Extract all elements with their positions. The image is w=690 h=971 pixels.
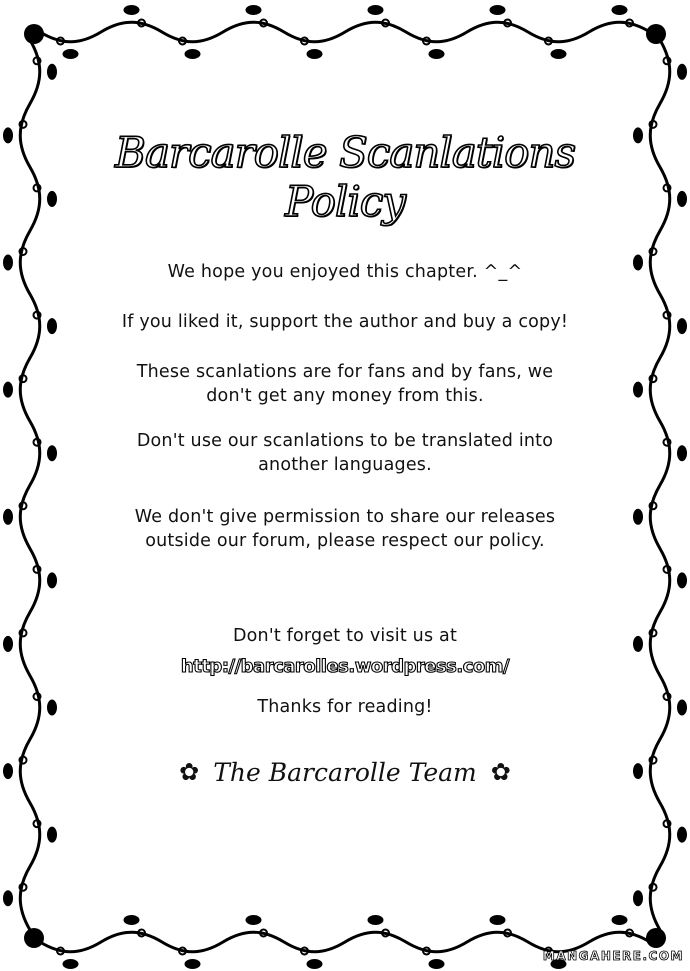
vine-leaf bbox=[47, 445, 57, 461]
vine-leaf bbox=[246, 5, 262, 15]
policy-line-1: We hope you enjoyed this chapter. ^_^ bbox=[167, 262, 523, 282]
vine-leaf bbox=[429, 49, 445, 59]
vine-leaf bbox=[63, 49, 79, 59]
vine-leaf bbox=[677, 191, 687, 207]
policy-line-2: If you liked it, support the author and buy a copy! bbox=[121, 312, 569, 332]
page-title: Barcarolle Scanlations Policy bbox=[114, 128, 576, 226]
thanks-text: Thanks for reading! bbox=[257, 697, 433, 717]
vine-leaf bbox=[3, 382, 13, 398]
vine-leaf bbox=[3, 890, 13, 906]
policy-line-4a: Don't use our scanlations to be translated into bbox=[136, 431, 554, 451]
vine-leaf bbox=[368, 5, 384, 15]
vine-leaf bbox=[633, 509, 643, 525]
vine-leaf bbox=[677, 445, 687, 461]
vine-leaf bbox=[633, 255, 643, 271]
vine-leaf bbox=[677, 700, 687, 716]
vine-leaf bbox=[185, 959, 201, 969]
vine-leaf bbox=[124, 5, 140, 15]
vine-leaf bbox=[47, 318, 57, 334]
vine-leaf bbox=[47, 827, 57, 843]
vine-stem bbox=[40, 22, 650, 42]
vine-leaf bbox=[3, 255, 13, 271]
watermark: MANGAHERE.COM bbox=[542, 949, 684, 963]
vine-leaf bbox=[677, 318, 687, 334]
vine-leaf bbox=[47, 700, 57, 716]
flower-icon: ✿ bbox=[490, 758, 511, 786]
signature-text: The Barcarolle Team bbox=[213, 758, 477, 787]
vine-leaf bbox=[551, 49, 567, 59]
vine-leaf bbox=[490, 915, 506, 925]
vine-leaf bbox=[490, 5, 506, 15]
vine-leaf bbox=[3, 509, 13, 525]
vine-leaf bbox=[633, 890, 643, 906]
vine-leaf bbox=[307, 49, 323, 59]
policy-line-3a: These scanlations are for fans and by fans, we bbox=[136, 362, 554, 382]
vine-leaf bbox=[3, 763, 13, 779]
vine-leaf bbox=[3, 127, 13, 143]
policy-line-4b: another languages. bbox=[258, 455, 432, 475]
vine-leaf bbox=[612, 915, 628, 925]
vine-leaf bbox=[246, 915, 262, 925]
vine-leaf bbox=[633, 382, 643, 398]
vine-leaf bbox=[677, 572, 687, 588]
signature bbox=[150, 758, 540, 787]
policy-line-3b: don't get any money from this. bbox=[206, 386, 484, 406]
vine-leaf bbox=[633, 636, 643, 652]
corner-rose bbox=[646, 928, 666, 948]
vine-stem bbox=[650, 40, 670, 930]
vine-leaf bbox=[185, 49, 201, 59]
policy-line-5b: outside our forum, please respect our policy. bbox=[145, 531, 545, 551]
corner-rose bbox=[24, 24, 44, 44]
vine-stem bbox=[20, 40, 40, 930]
flower-icon: ✿ bbox=[179, 758, 200, 786]
vine-leaf bbox=[63, 959, 79, 969]
website-link[interactable]: http://barcarolles.wordpress.com/ bbox=[180, 656, 510, 677]
vine-leaf bbox=[47, 64, 57, 80]
vine-leaf bbox=[47, 191, 57, 207]
vine-leaf bbox=[633, 763, 643, 779]
corner-rose bbox=[24, 928, 44, 948]
policy-line-5a: We don't give permission to share our releases bbox=[134, 507, 556, 527]
vine-leaf bbox=[368, 915, 384, 925]
vine-leaf bbox=[633, 127, 643, 143]
vine-leaf bbox=[612, 5, 628, 15]
vine-leaf bbox=[677, 64, 687, 80]
vine-leaf bbox=[47, 572, 57, 588]
vine-leaf bbox=[124, 915, 140, 925]
vine-leaf bbox=[307, 959, 323, 969]
vine-leaf bbox=[677, 827, 687, 843]
visit-text: Don't forget to visit us at bbox=[232, 626, 458, 646]
vine-leaf bbox=[429, 959, 445, 969]
vine-leaf bbox=[3, 636, 13, 652]
corner-rose bbox=[646, 24, 666, 44]
